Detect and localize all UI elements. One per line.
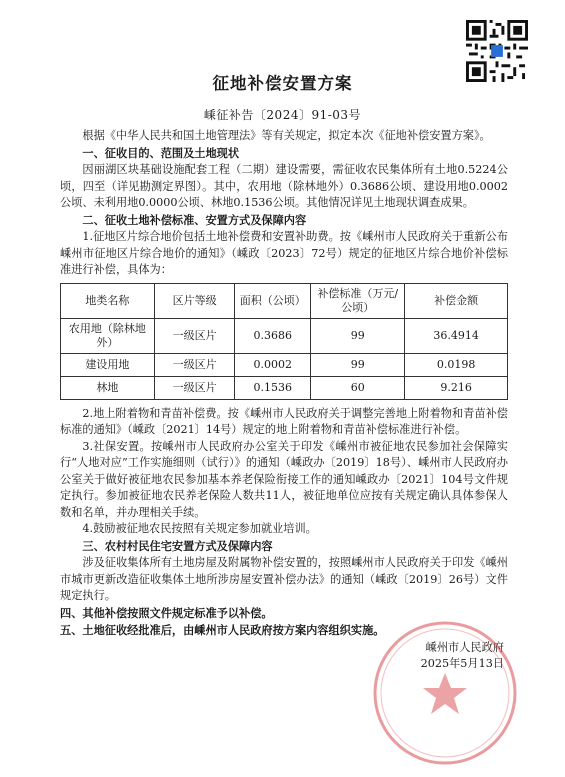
section-2-item-4: 4.鼓励被征地农民按照有关规定参加就业培训。 — [82, 522, 317, 535]
section-4-heading: 四、其他补偿按照文件规定标准予以补偿。 — [60, 606, 273, 620]
table-header-row — [61, 283, 508, 318]
section-1-heading: 一、征收目的、范围及土地现状 — [82, 146, 240, 160]
section-2-item-2: 2.地上附着物和青苗补偿费。按《嵊州市人民政府关于调整完善地上附着物和青苗补偿标准的通知》（嵊政〔2021〕14号）规定的地上附着物和青苗补偿标准进行补偿。 — [60, 406, 508, 436]
table-cell: 36.4914 — [405, 318, 508, 353]
intro-paragraph: 根据《中华人民共和国土地管理法》等有关规定，拟定本次《征地补偿安置方案》。 — [82, 129, 491, 142]
table-cell: 0.0198 — [405, 353, 508, 376]
table-cell: 建设用地 — [61, 353, 155, 376]
table-cell: 0.1536 — [235, 376, 311, 399]
document-number: 嵊征补告〔2024〕91-03号 — [203, 108, 362, 122]
table-cell: 0.0002 — [235, 353, 311, 376]
table-cell: 一级区片 — [154, 353, 234, 376]
table-header-cell: 面积（公顷） — [235, 283, 311, 318]
table-row — [61, 376, 508, 399]
table-cell: 0.3686 — [235, 318, 311, 353]
section-3-heading: 三、农村村民住宅安置方式及保障内容 — [82, 539, 273, 553]
document-title: 征地补偿安置方案 — [212, 74, 353, 93]
section-2-heading: 二、征收土地补偿标准、安置方式及保障内容 — [82, 213, 307, 227]
table-cell: 99 — [311, 353, 405, 376]
table-cell: 99 — [311, 318, 405, 353]
table-header-cell: 补偿标准（万元/公顷） — [311, 283, 405, 318]
section-3-text: 涉及征收集体所有土地房屋及附属物补偿安置的，按照嵊州市人民政府关于印发《嵊州市城市更新改造征收集体土地所涉房屋安置补偿办法》的通知（嵊政〔2019〕26号）文件规定执行。 — [60, 556, 508, 602]
table-cell: 一级区片 — [154, 376, 234, 399]
table-header-cell: 地类名称 — [61, 283, 155, 318]
section-5-heading: 五、土地征收经批准后，由嵊州市人民政府按方案内容组织实施。 — [60, 624, 385, 637]
table-header-cell: 补偿金额 — [405, 283, 508, 318]
table-cell: 一级区片 — [154, 318, 234, 353]
table-cell: 60 — [311, 376, 405, 399]
table-row — [61, 318, 508, 353]
compensation-table — [60, 283, 508, 400]
table-cell: 林地 — [61, 376, 155, 399]
table-cell: 农用地（除林地外） — [61, 318, 155, 353]
document-body — [60, 128, 508, 673]
signature-date: 2025年5月13日 — [420, 657, 504, 670]
section-2-item-1: 1.征地区片综合地价包括土地补偿费和安置补助费。按《嵊州市人民政府关于重新公布嵊州市征地区片综合地价的通知》（嵊政〔2023〕72号）规定的征地区片综合地价补偿标准进行补偿，具体为： — [60, 230, 508, 276]
table-header-cell: 区片等级 — [154, 283, 234, 318]
signature-org: 嵊州市人民政府 — [425, 640, 504, 654]
section-1-text: 因丽湖区块基础设施配套工程（二期）建设需要，需征收农民集体所有土地0.5224公顷，四至（详见勘测定界图）。其中，农用地（除林地外）0.3686公顷、建设用地0.0002公顷、未利用地0.0000公顷、林地0.1536公顷。其他情况详见土地现状调查成果。 — [60, 163, 508, 209]
table-row — [61, 353, 508, 376]
table-cell: 9.216 — [405, 376, 508, 399]
section-2-item-3: 3.社保安置。按嵊州市人民政府办公室关于印发《嵊州市被征地农民参加社会保障实行“人地对应”工作实施细则（试行）》的通知（嵊政办〔2019〕18号）、嵊州市人民政府办公室关于做好被征地农民参加基本养老保险衔接工作的通知嵊政办〔2021〕104号文件规定执行。参加被征地农民养老保险人数共11人，被征地单位应按有关规定确认具体参保人数和名单，并办理相关手续。 — [60, 439, 508, 519]
